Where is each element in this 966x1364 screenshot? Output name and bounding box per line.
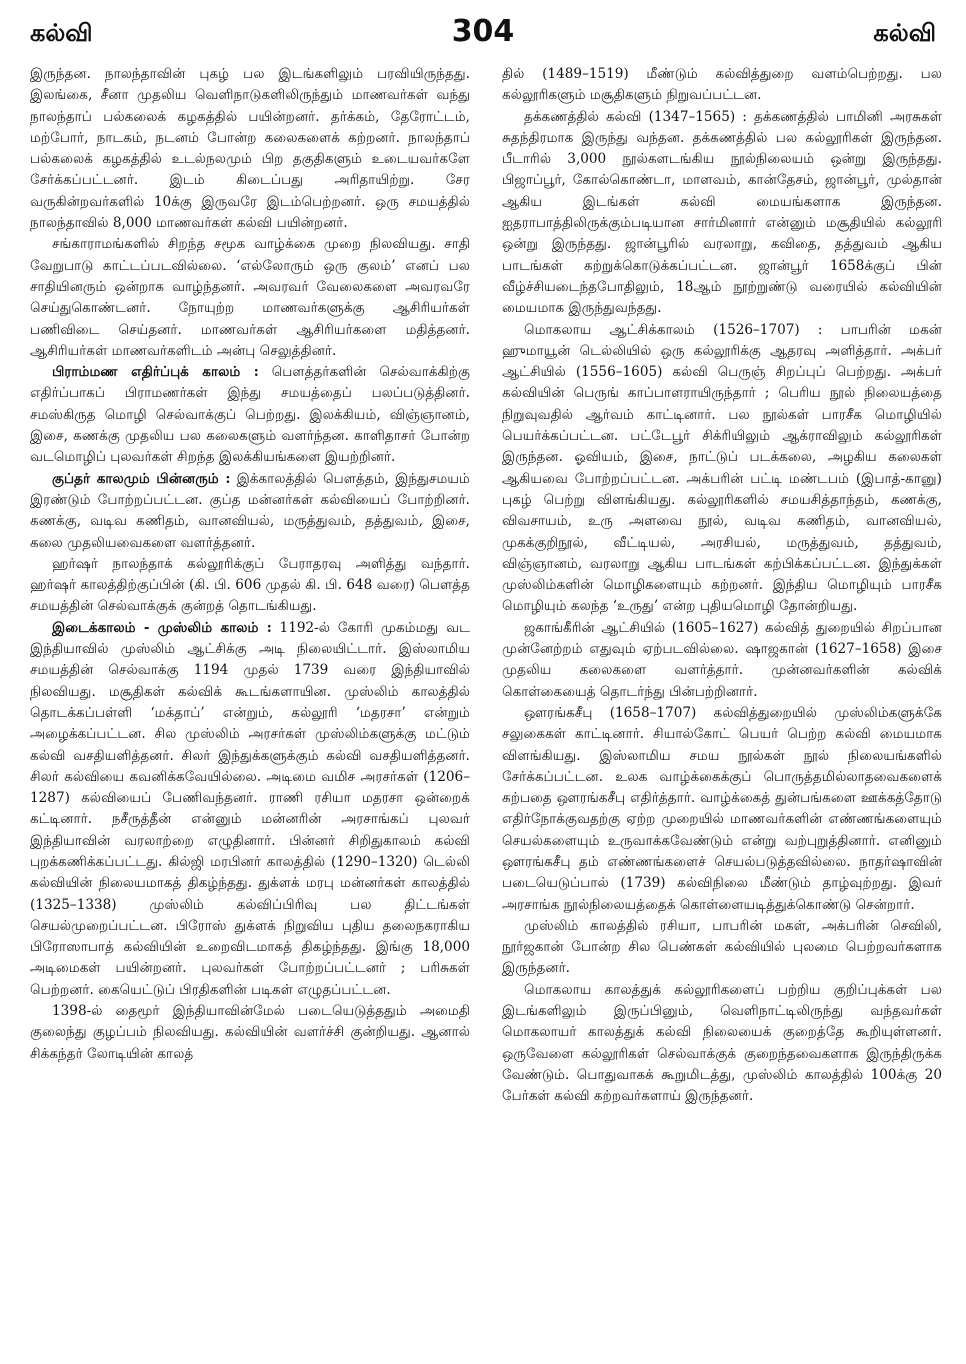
paragraph-text: முஸ்லிம் காலத்தில் ரசியா, பாபரின் மகள், அக்பரின் செவிலி, நூர்ஜகான் போன்ற சில பெண்கள் கல்வியில் புலமை பெற்றவர்களாக இருந்தனர்.: [502, 917, 942, 977]
section-heading: குப்தர் காலமும் பின்னரும் :: [52, 470, 231, 487]
paragraph: [502, 320, 942, 618]
header-title-right: கல்வி: [873, 18, 936, 47]
paragraph: [502, 916, 942, 980]
paragraph: [502, 703, 942, 916]
paragraph-text: ஔரங்கசீபு (1658–1707) கல்வித்துறையில் முஸ்லிம்களுக்கே சலுகைகள் காட்டினார். சியால்கோட் பெயர் பெற்ற கல்வி மையமாக விளங்கியது. இஸ்லாமிய சமய நூல்கள் நூல் நிலையங்களில் சேர்க்கப்பட்டன. உலக வாழ்க்கைக்குப் பொருத்தமில்லாதவைகளைக் கற்பதை ஔரங்கசீபு எதிர்த்தார். வாழ்க்கைத் துன்பங்களை ஊக்கத்தோடு எதிர்நோக்குவதற்கு ஏற்ற முறையில் மாணவர்களின் எண்ணங்களையும் செயல்களையும் உருவாக்கவேண்டும் என்று வற்புறுத்தினார். எனினும் ஔரங்கசீபு தம் எண்ணங்களைச் செயல்படுத்தவில்லை. நாதர்ஷாவின் படையெடுப்பால் (1739) கல்விநிலை மீண்டும் தாழ்வுற்றது. இவர் அரசாங்க நூல்நிலையத்தைக் கொள்ளையடித்துக்கொண்டு சென்றார்.: [502, 704, 942, 913]
paragraph-text: 1398-ல் தைமூர் இந்தியாவின்மேல் படையெடுத்ததும் அமைதி குலைந்து குழப்பம் நிலவியது. கல்வியின் வளர்ச்சி குன்றியது. ஆனால் சிக்கந்தர் லோடியின் காலத்: [30, 1003, 470, 1062]
paragraph: [30, 1001, 470, 1065]
paragraph: [30, 234, 470, 362]
page-number: 304: [451, 14, 515, 49]
paragraph: [502, 980, 942, 1108]
paragraph: [30, 554, 470, 618]
paragraph-text: தக்கணத்தில் கல்வி (1347–1565) : தக்கணத்தில் பாமினி அரசுகள் சுதந்திரமாக இருந்து வந்தன. தக்கணத்தில் பல கல்லூரிகள் இருந்தன. பீடாரில் 3,000 நூல்களடங்கிய நூல்நிலையம் ஒன்று இருந்தது. பிஜாப்பூர், கோல்கொண்டா, மாளவம், கான்தேசம், ஜான்பூர், முல்தான் ஆகிய இடங்கள் கல்வி மையங்களாக இருந்தன. ஐதராபாத்திலிருக்கும்படியான சார்மினார் என்னும் மசூதியில் கல்லூரி ஒன்று இருந்தது. ஜான்பூரில் வரலாறு, கவிதை, தத்துவம் ஆகிய பாடங்கள் கற்றுக்கொடுக்கப்பட்டன. ஜான்பூர் 1658க்குப் பின் வீழ்ச்சியடைந்தபோதிலும், 18ஆம் நூற்றுண்டு வரையில் கல்வியின் மையமாக இருந்துவந்தது.: [502, 108, 942, 317]
paragraph-text: தில் (1489–1519) மீண்டும் கல்வித்துறை வளம்பெற்றது. பல கல்லூரிகளும் மசூதிகளும் நிறுவப்பட்டன.: [502, 66, 942, 104]
running-header: [30, 14, 936, 58]
paragraph: [502, 618, 942, 703]
paragraph-text: மொகலாய ஆட்சிக்காலம் (1526–1707) : பாபரின் மகன் ஹுமாயூன் டெல்லியில் ஒரு கல்லூரிக்கு ஆதரவு அளித்தார். அக்பர் ஆட்சியில் (1556–1605) கல்வி பெருஞ் சிறப்புப் பெற்றது. அக்பர் கல்வியின் பெருங் காப்பாளராயிருந்தார் ; பெரிய நூல் நிலையத்தை நிறுவுவதில் ஆர்வம் காட்டினார். பல நூல்கள் பாரசீக மொழியில் பெயர்க்கப்பட்டன. பட்டேபூர் சிக்ரியிலும் ஆக்ராவிலும் கல்லூரிகள் இருந்தன. ஓவியம், இசை, நாட்டுப் படக்கலை, அழகிய கலைகள் ஆகியவை போற்றப்பட்டன. அக்பரின் பட்டி மண்டபம் (இபாத்-கானு) புகழ் பெற்று விளங்கியது. கல்லூரிகளில் சமயசித்தாந்தம், கணக்கு, விவசாயம், உரு அளவை நூல், வடிவ கணிதம், வானவியல், முகக்குறிநூல், வீட்டியல், அரசியல், மருத்துவம், தத்துவம், விஞ்ஞானம், வரலாறு ஆகிய பாடங்கள் கற்பிக்கப்பட்டன. இந்துக்கள் முஸ்லிம்களின் மொழிகளையும் கற்றனர். இந்திய மொழியும் பாரசீக மொழியும் கலந்த ‘உருது’ என்ற புதியமொழி தோன்றியது.: [502, 321, 942, 615]
paragraph-text: 1192-ல் கோரி முகம்மது வட இந்தியாவில் முஸ்லிம் ஆட்சிக்கு அடி நிலையிட்டார். இஸ்லாமிய சமயத்தின் செல்வாக்கு 1194 முதல் 1739 வரை இந்தியாவில் நிலவியது. மசூதிகள் கல்விக் கூடங்களாயின. முஸ்லிம் காலத்தில் தொடக்கப்பள்ளி ‘மக்தாப்’ என்றும், கல்லூரி ‘மதரசா’ என்றும் அழைக்கப்பட்டன. சில முஸ்லிம் அரசர்கள் முஸ்லிம்களுக்கு மட்டும் கல்வி வசதியளித்தனர். சிலர் இந்துக்களுக்கும் கல்வி வசதியளித்தனர். சிலர் கல்வியை கவனிக்கவேயில்லை. அடிமை வமிச அரசர்கள் (1206–1287) கல்வியைப் பேணிவந்தனர். ராணி ரசியா மதரசா ஒன்றைக் கட்டினார். நசீருத்தீன் என்னும் மன்னரின் அரசாங்கப் புலவர் இந்தியாவின் வரலாற்றை எழுதினார். பின்னர் சிறிதுகாலம் கல்வி புறக்கணிக்கப்பட்டது. கில்ஜி மரபினர் காலத்தில் (1290–1320) டெல்லி கல்வியின் நிலையமாகத் திகழ்ந்தது. துக்ளக் மரபு மன்னர்கள் காலத்தில் (1325–1338) முஸ்லிம் கல்விப்பிரிவு பல திட்டங்கள் செயல்முறைப்பட்டன. பிரோஸ் துக்ளக் நிறுவிய புதிய தலைநகராகிய பிரோஸாபாத் கல்வியின் உறைவிடமாகத் திகழ்ந்தது. இங்கு 18,000 அடிமைகள் பயின்றனர். புலவர்கள் போற்றப்பட்டனர் ; பரிசுகள் பெற்றனர். கையெட்டுப் பிரதிகளின் படிகள் எழுதப்பட்டன.: [30, 619, 470, 998]
section-heading: இடைக்காலம் - முஸ்லிம் காலம் :: [52, 619, 272, 636]
paragraph-text: ஜகாங்கீரின் ஆட்சியில் (1605–1627) கல்வித் துறையில் சிறப்பான முன்னேற்றம் எதுவும் ஏற்படவில்லை. ஷாஜகான் (1627–1658) இசை முதலிய கலைகளை வளர்த்தார். முன்னவர்களின் கல்விக் கொள்கையைத் தொடர்ந்து பின்பற்றினார்.: [502, 619, 942, 700]
paragraph: [502, 64, 942, 107]
paragraph-text: ஹர்ஷர் நாலந்தாக் கல்லூரிக்குப் பேராதரவு அளித்து வந்தார். ஹர்ஷர் காலத்திற்குப்பின் (கி. பி. 606 முதல் கி. பி. 648 வரை) பௌத்த சமயத்தின் செல்வாக்குக் குன்றத் தொடங்கியது.: [30, 555, 470, 615]
header-title-left: கல்வி: [30, 18, 93, 47]
paragraph-text: பௌத்தர்களின் செல்வாக்கிற்கு எதிர்ப்பாகப் பிராமணர்கள் இந்து சமயத்தைப் பலப்படுத்தினர். சமஸ்கிருத மொழி செல்வாக்குப் பெற்றது. இலக்கியம், விஞ்ஞானம், இசை, கணக்கு முதலிய பல கலைகளும் வளர்ந்தன. காளிதாசர் போன்ற வடமொழிப் புலவர்கள் சிறந்த இலக்கியங்களை இயற்றினர்.: [30, 364, 470, 466]
paragraph: [502, 107, 942, 320]
paragraph: [30, 618, 470, 1001]
paragraph-text: சங்காராமங்களில் சிறந்த சமூக வாழ்க்கை முறை நிலவியது. சாதி வேறுபாடு காட்டப்படவில்லை. ‘எல்லோரும் ஒரு குலம்’ எனப் பல சாதியினரும் ஒன்றாக வாழ்ந்தனர். அவரவர் வேலைகளை அவரவரே செய்துகொண்டனர். நோயுற்ற மாணவர்களுக்கு ஆசிரியர்கள் பணிவிடை செய்தனர். மாணவர்கள் ஆசிரியர்களை மதித்தனர். ஆசிரியர்கள் மாணவர்களிடம் அன்பு செலுத்தினர்.: [30, 236, 470, 359]
paragraph: [30, 362, 470, 468]
paragraph-text: இருந்தன. நாலந்தாவின் புகழ் பல இடங்களிலும் பரவியிருந்தது. இலங்கை, சீனா முதலிய வெளிநாடுகளிலிருந்தும் மாணவர்கள் வந்து நாலந்தாப் பல்கலைக் கழகத்தில் பயின்றனர். தர்க்கம், தேரோட்டம், மற்போர், நாடகம், நடனம் போன்ற கலைகளைக் கற்றனர். நாலந்தாப் பல்கலைக் கழகத்தில் உடல்நலமும் பிற தகுதிகளும் உடையவர்களே சேர்க்கப்பட்டனர். இடம் கிடைப்பது அரிதாயிற்று. சேர வருகின்றவர்களில் 10க்கு இருவரே இடம்பெற்றனர். ஒரு சமயத்தில் நாலந்தாவில் 8,000 மாணவர்கள் கல்வி பயின்றனர்.: [30, 66, 470, 232]
paragraph: [30, 469, 470, 554]
paragraph-text: இக்காலத்தில் பௌத்தம், இந்துசமயம் இரண்டும் போற்றப்பட்டன. குப்த மன்னர்கள் கல்வியைப் போற்றினர். கணக்கு, வடிவ கணிதம், வானவியல், மருத்துவம், தத்துவம், இசை, கலை முதலியவைகளை வளர்த்தனர்.: [30, 470, 470, 551]
section-heading: பிராம்மண எதிர்ப்புக் காலம் :: [52, 364, 259, 381]
left-column: [30, 64, 470, 1354]
right-column: [502, 64, 942, 1354]
paragraph-text: மொகலாய காலத்துக் கல்லூரிகளைப் பற்றிய குறிப்புக்கள் பல இடங்களிலும் இருப்பினும், வெளிநாட்டிலிருந்து வந்தவர்கள் மொகலாயர் காலத்துக் கல்வி நிலையைக் குறைத்தே கூறியுள்ளனர். ஒருவேளை கல்லூரிகள் செல்வாக்குக் குறைந்தவைகளாக இருந்திருக்க வேண்டும். பொதுவாகக் கூறுமிடத்து, முஸ்லிம் காலத்தில் 100க்கு 20 பேர்கள் கல்வி கற்றவர்களாய் இருந்தனர்.: [502, 981, 942, 1105]
paragraph: [30, 64, 470, 234]
